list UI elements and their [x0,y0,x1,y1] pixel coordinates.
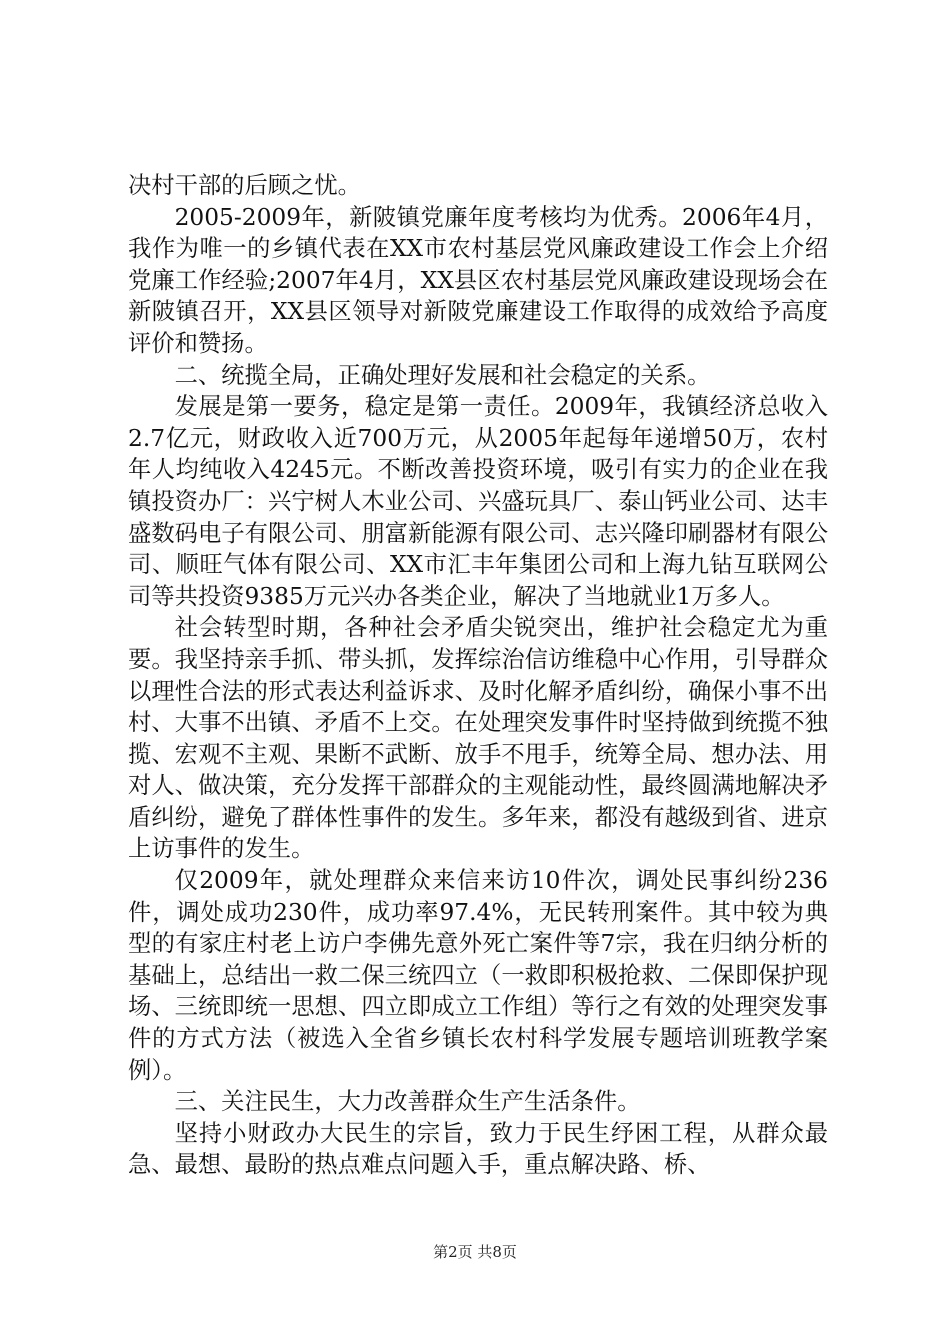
paragraph-3: 发展是第一要务，稳定是第一责任。2009年，我镇经济总收入2.7亿元，财政收入近700万元，从2005年起每年递增50万，农村年人均纯收入4245元。不断改善投资环境，吸引有实力的企业在我镇投资办厂：兴宁树人木业公司、兴盛玩具厂、泰山钙业公司、达丰盛数码电子有限公司、朋富新能源有限公司、志兴隆印刷器材有限公司、顺旺气体有限公司、XX市汇丰年集团公司和上海九钻互联网公司等共投资9385万元兴办各类企业，解决了当地就业1万多人。 [128,393,828,610]
page-number-footer: 第2页 共8页 [433,1243,517,1261]
document-body [128,170,828,1181]
paragraph-5: 仅2009年，就处理群众来信来访10件次，调处民事纠纷236件，调处成功230件，成功率97.4%，无民转刑案件。其中较为典型的有家庄村老上访户李佛先意外死亡案件等7宗，我在归纳分析的基础上，总结出一救二保三统四立（一救即积极抢救、二保即保护现场、三统即统一思想、四立即成立工作组）等行之有效的处理突发事件的方式方法（被选入全省乡镇长农村科学发展专题培训班教学案例）。 [128,867,828,1084]
paragraph-2: 2005-2009年，新陂镇党廉年度考核均为优秀。2006年4月，我作为唯一的乡镇代表在XX市农村基层党风廉政建设工作会上介绍党廉工作经验;2007年4月，XX县区农村基层党风廉政建设现场会在新陂镇召开，XX县区领导对新陂党廉建设工作取得的成效给予高度评价和赞扬。 [128,203,828,357]
paragraph-4: 社会转型时期，各种社会矛盾尖锐突出，维护社会稳定尤为重要。我坚持亲手抓、带头抓，发挥综治信访维稳中心作用，引导群众以理性合法的形式表达利益诉求、及时化解矛盾纠纷，确保小事不出村、大事不出镇、矛盾不上交。在处理突发事件时坚持做到统揽不独揽、宏观不主观、果断不武断、放手不甩手，统筹全局、想办法、用对人、做决策，充分发挥干部群众的主观能动性，最终圆满地解决矛盾纠纷，避免了群体性事件的发生。多年来，都没有越级到省、进京上访事件的发生。 [128,614,828,863]
section-heading-3: 三、关注民生，大力改善群众生产生活条件。 [174,1088,641,1116]
paragraph-1: 决村干部的后顾之忧。 [128,172,361,199]
paragraph-6: 坚持小财政办大民生的宗旨，致力于民生纾困工程，从群众最急、最想、最盼的热点难点问题入手，重点解决路、桥、 [128,1119,828,1179]
section-heading-2: 二、统揽全局，正确处理好发展和社会稳定的关系。 [174,361,711,389]
